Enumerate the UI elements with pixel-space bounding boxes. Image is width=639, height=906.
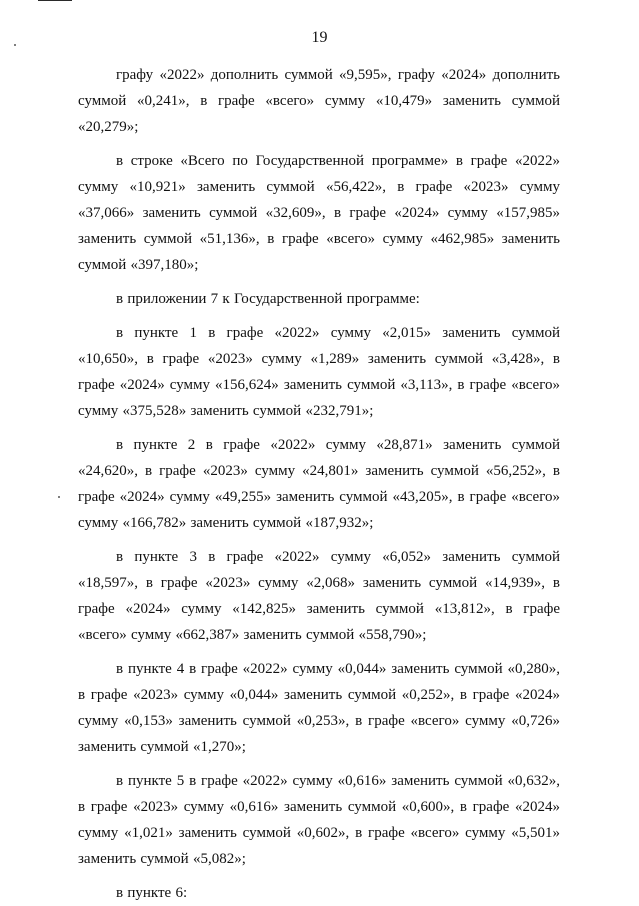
paragraph: в пункте 5 в графе «2022» сумму «0,616» заменить суммой «0,632», в графе «2023» сумму «0,616» заменить суммой «0,600», в графе «2024» сумму «1,021» заменить суммой «0,602», в графе «всего» сумму «5,501» заменить суммой «5,082»; — [78, 773, 560, 867]
paragraph: в пункте 2 в графе «2022» сумму «28,871» заменить суммой «24,620», в графе «2023» сумму «24,801» заменить суммой «56,252», в графе «2024» сумму «49,255» заменить суммой «43,205», в графе «всего» сумму «166,782» заменить суммой «187,932»; — [78, 437, 560, 531]
paragraph: в строке «Всего по Государственной программе» в графе «2022» сумму «10,921» заменить суммой «56,422», в графе «2023» сумму «37,066» заменить суммой «32,609», в графе «2024» сумму «157,985» заменить суммой «51,136», в графе «всего» сумму «462,985» заменить суммой «397,180»; — [78, 153, 560, 273]
paragraph: графу «2022» дополнить суммой «9,595», графу «2024» дополнить суммой «0,241», в графе «всего» сумму «10,479» заменить суммой «20,279»; — [78, 67, 560, 135]
paragraph: в пункте 3 в графе «2022» сумму «6,052» заменить суммой «18,597», в графе «2023» сумму «2,068» заменить суммой «14,939», в графе «2024» сумму «142,825» заменить суммой «13,812», в графе «всего» сумму «662,387» заменить суммой «558,790»; — [78, 549, 560, 643]
page-number: 19 — [311, 29, 328, 46]
paragraph: в приложении 7 к Государственной программе: — [116, 291, 420, 307]
paragraph: в пункте 6: — [116, 885, 188, 901]
scan-edge-mark — [38, 0, 72, 1]
paragraph: в пункте 4 в графе «2022» сумму «0,044» заменить суммой «0,280», в графе «2023» сумму «0,044» заменить суммой «0,252», в графе «2024» сумму «0,153» заменить суммой «0,253», в графе «всего» сумму «0,726» заменить суммой «1,270»; — [78, 661, 560, 755]
paragraph: в пункте 1 в графе «2022» сумму «2,015» заменить суммой «10,650», в графе «2023» сумму «1,289» заменить суммой «3,428», в графе «2024» сумму «156,624» заменить суммой «3,113», в графе «всего» сумму «375,528» заменить суммой «232,791»; — [78, 325, 560, 419]
scan-speck — [58, 496, 60, 498]
document-body — [78, 62, 560, 906]
